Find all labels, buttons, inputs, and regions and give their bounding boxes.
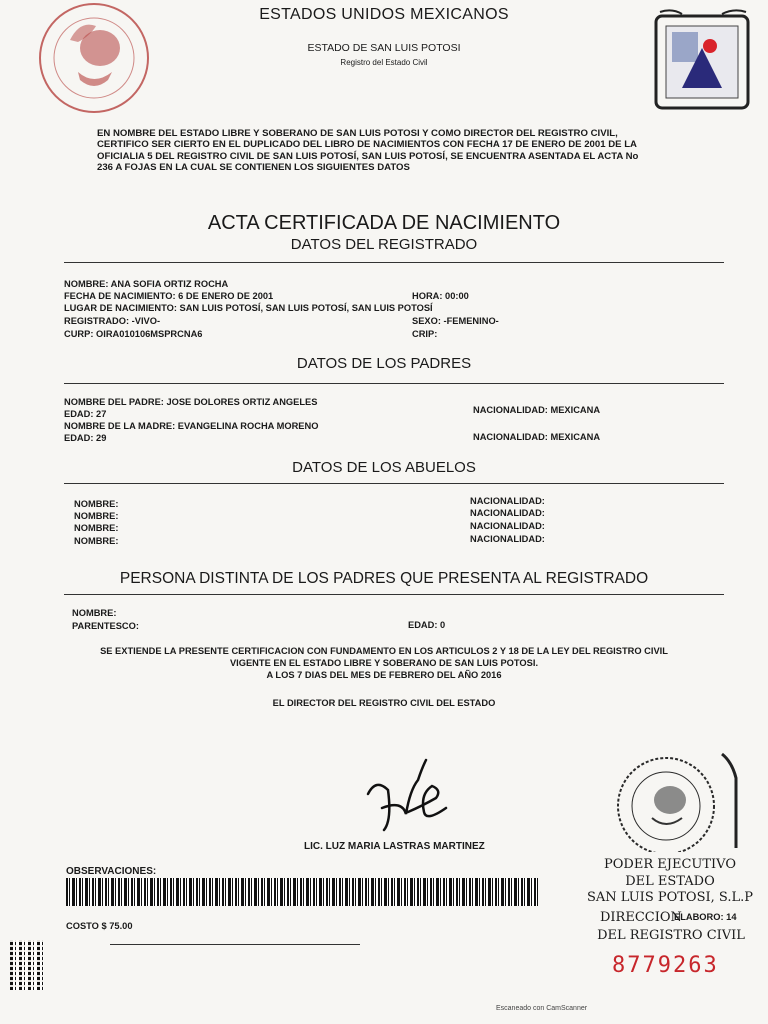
section-presentante-heading: PERSONA DISTINTA DE LOS PADRES QUE PRESENTA AL REGISTRADO: [119, 570, 649, 587]
office-heading: Registro del Estado Civil: [340, 58, 428, 67]
seal-stamp-line: PODER EJECUTIVO: [604, 857, 736, 872]
elaboro-label: ELABORO: 14: [674, 912, 737, 922]
document-title: ACTA CERTIFICADA DE NACIMIENTO: [207, 212, 561, 234]
state-heading: ESTADO DE SAN LUIS POTOSI: [307, 42, 461, 54]
folio-number: 8779263: [612, 953, 719, 978]
section-padres-heading: DATOS DE LOS PADRES: [296, 355, 472, 372]
registrado-sexo: SEXO: -FEMENINO-: [412, 316, 499, 326]
abuelo-nacionalidad: NACIONALIDAD:: [470, 496, 545, 506]
signature: [362, 750, 452, 840]
abuelo-nombre: NOMBRE:: [74, 511, 119, 521]
divider: [64, 383, 724, 384]
padre-nacionalidad: NACIONALIDAD: MEXICANA: [473, 405, 601, 415]
registrado-nombre: NOMBRE: ANA SOFIA ORTIZ ROCHA: [64, 279, 229, 289]
padre-edad: EDAD: 27: [64, 409, 107, 419]
registrado-crip: CRIP:: [412, 329, 438, 339]
abuelo-nombre: NOMBRE:: [74, 536, 119, 546]
certification-intro: EN NOMBRE DEL ESTADO LIBRE Y SOBERANO DE SAN LUIS POTOSI Y COMO DIRECTOR DEL REGISTRO CIVIL, CERTIFICO SER CIERTO EN EL DUPLICADO DEL LIBRO DE NACIMIENTOS CON FECHA 17 DE ENERO DE 2001 DE LA OFICIALIA 5 DEL REGISTRO CIVIL DE SAN LUIS POTOSÍ, SAN LUIS POTOSÍ, SE ENCUENTRA ASENTADA EL ACTA No 236 A FOJAS EN LA CUAL SE CONTIENEN LOS SIGUIENTES DATOS: [97, 128, 639, 173]
director-title: EL DIRECTOR DEL REGISTRO CIVIL DEL ESTADO: [272, 698, 496, 708]
presentante-edad: EDAD: 0: [408, 620, 446, 630]
registrado-estado: REGISTRADO: -VIVO-: [64, 316, 161, 326]
section-registrado-heading: DATOS DEL REGISTRADO: [290, 236, 478, 253]
divider: [110, 944, 360, 945]
barcode: [66, 878, 538, 906]
madre-nacionalidad: NACIONALIDAD: MEXICANA: [473, 432, 601, 442]
seal-stamp-line: DEL ESTADO: [625, 874, 715, 889]
abuelo-nacionalidad: NACIONALIDAD:: [470, 534, 545, 544]
abuelo-nacionalidad: NACIONALIDAD:: [470, 508, 545, 518]
divider: [64, 262, 724, 263]
legal-basis-line: VIGENTE EN EL ESTADO LIBRE Y SOBERANO DE SAN LUIS POTOSI.: [229, 658, 539, 668]
registrado-fecha: FECHA DE NACIMIENTO: 6 DE ENERO DE 2001: [64, 291, 274, 301]
registrado-curp: CURP: OIRA010106MSPRCNA6: [64, 329, 203, 339]
signer-name: LIC. LUZ MARIA LASTRAS MARTINEZ: [304, 841, 485, 852]
qr-code: [10, 940, 44, 990]
abuelo-nombre: NOMBRE:: [74, 499, 119, 509]
seal-stamp-line: SAN LUIS POTOSI, S.L.P: [587, 890, 753, 905]
madre-edad: EDAD: 29: [64, 433, 107, 443]
legal-basis-line: SE EXTIENDE LA PRESENTE CERTIFICACION CON FUNDAMENTO EN LOS ARTICULOS 2 Y 18 DE LA LEY DEL REGISTRO CIVIL: [100, 646, 668, 656]
madre-nombre: NOMBRE DE LA MADRE: EVANGELINA ROCHA MORENO: [64, 421, 319, 431]
padre-nombre: NOMBRE DEL PADRE: JOSE DOLORES ORTIZ ANGELES: [64, 397, 318, 407]
costo-label: COSTO $ 75.00: [66, 921, 133, 931]
scanner-watermark: Escaneado con CamScanner: [496, 1005, 588, 1012]
round-official-seal: [604, 748, 740, 852]
divider: [64, 594, 724, 595]
issue-date-line: A LOS 7 DIAS DEL MES DE FEBRERO DEL AÑO 2016: [266, 670, 502, 680]
presentante-nombre: NOMBRE:: [72, 608, 117, 618]
abuelo-nombre: NOMBRE:: [74, 523, 119, 533]
seal-stamp-line: DIRECCION: [600, 910, 682, 925]
registrado-hora: HORA: 00:00: [412, 291, 469, 301]
registrado-lugar: LUGAR DE NACIMIENTO: SAN LUIS POTOSÍ, SAN LUIS POTOSÍ, SAN LUIS POTOSÍ: [64, 303, 433, 313]
section-abuelos-heading: DATOS DE LOS ABUELOS: [292, 459, 476, 476]
country-heading: ESTADOS UNIDOS MEXICANOS: [259, 6, 509, 23]
divider: [64, 483, 724, 484]
abuelo-nacionalidad: NACIONALIDAD:: [470, 521, 545, 531]
observaciones-label: OBSERVACIONES:: [66, 866, 157, 877]
presentante-parentesco: PARENTESCO:: [72, 621, 139, 631]
seal-stamp-line: DEL REGISTRO CIVIL: [597, 928, 745, 943]
